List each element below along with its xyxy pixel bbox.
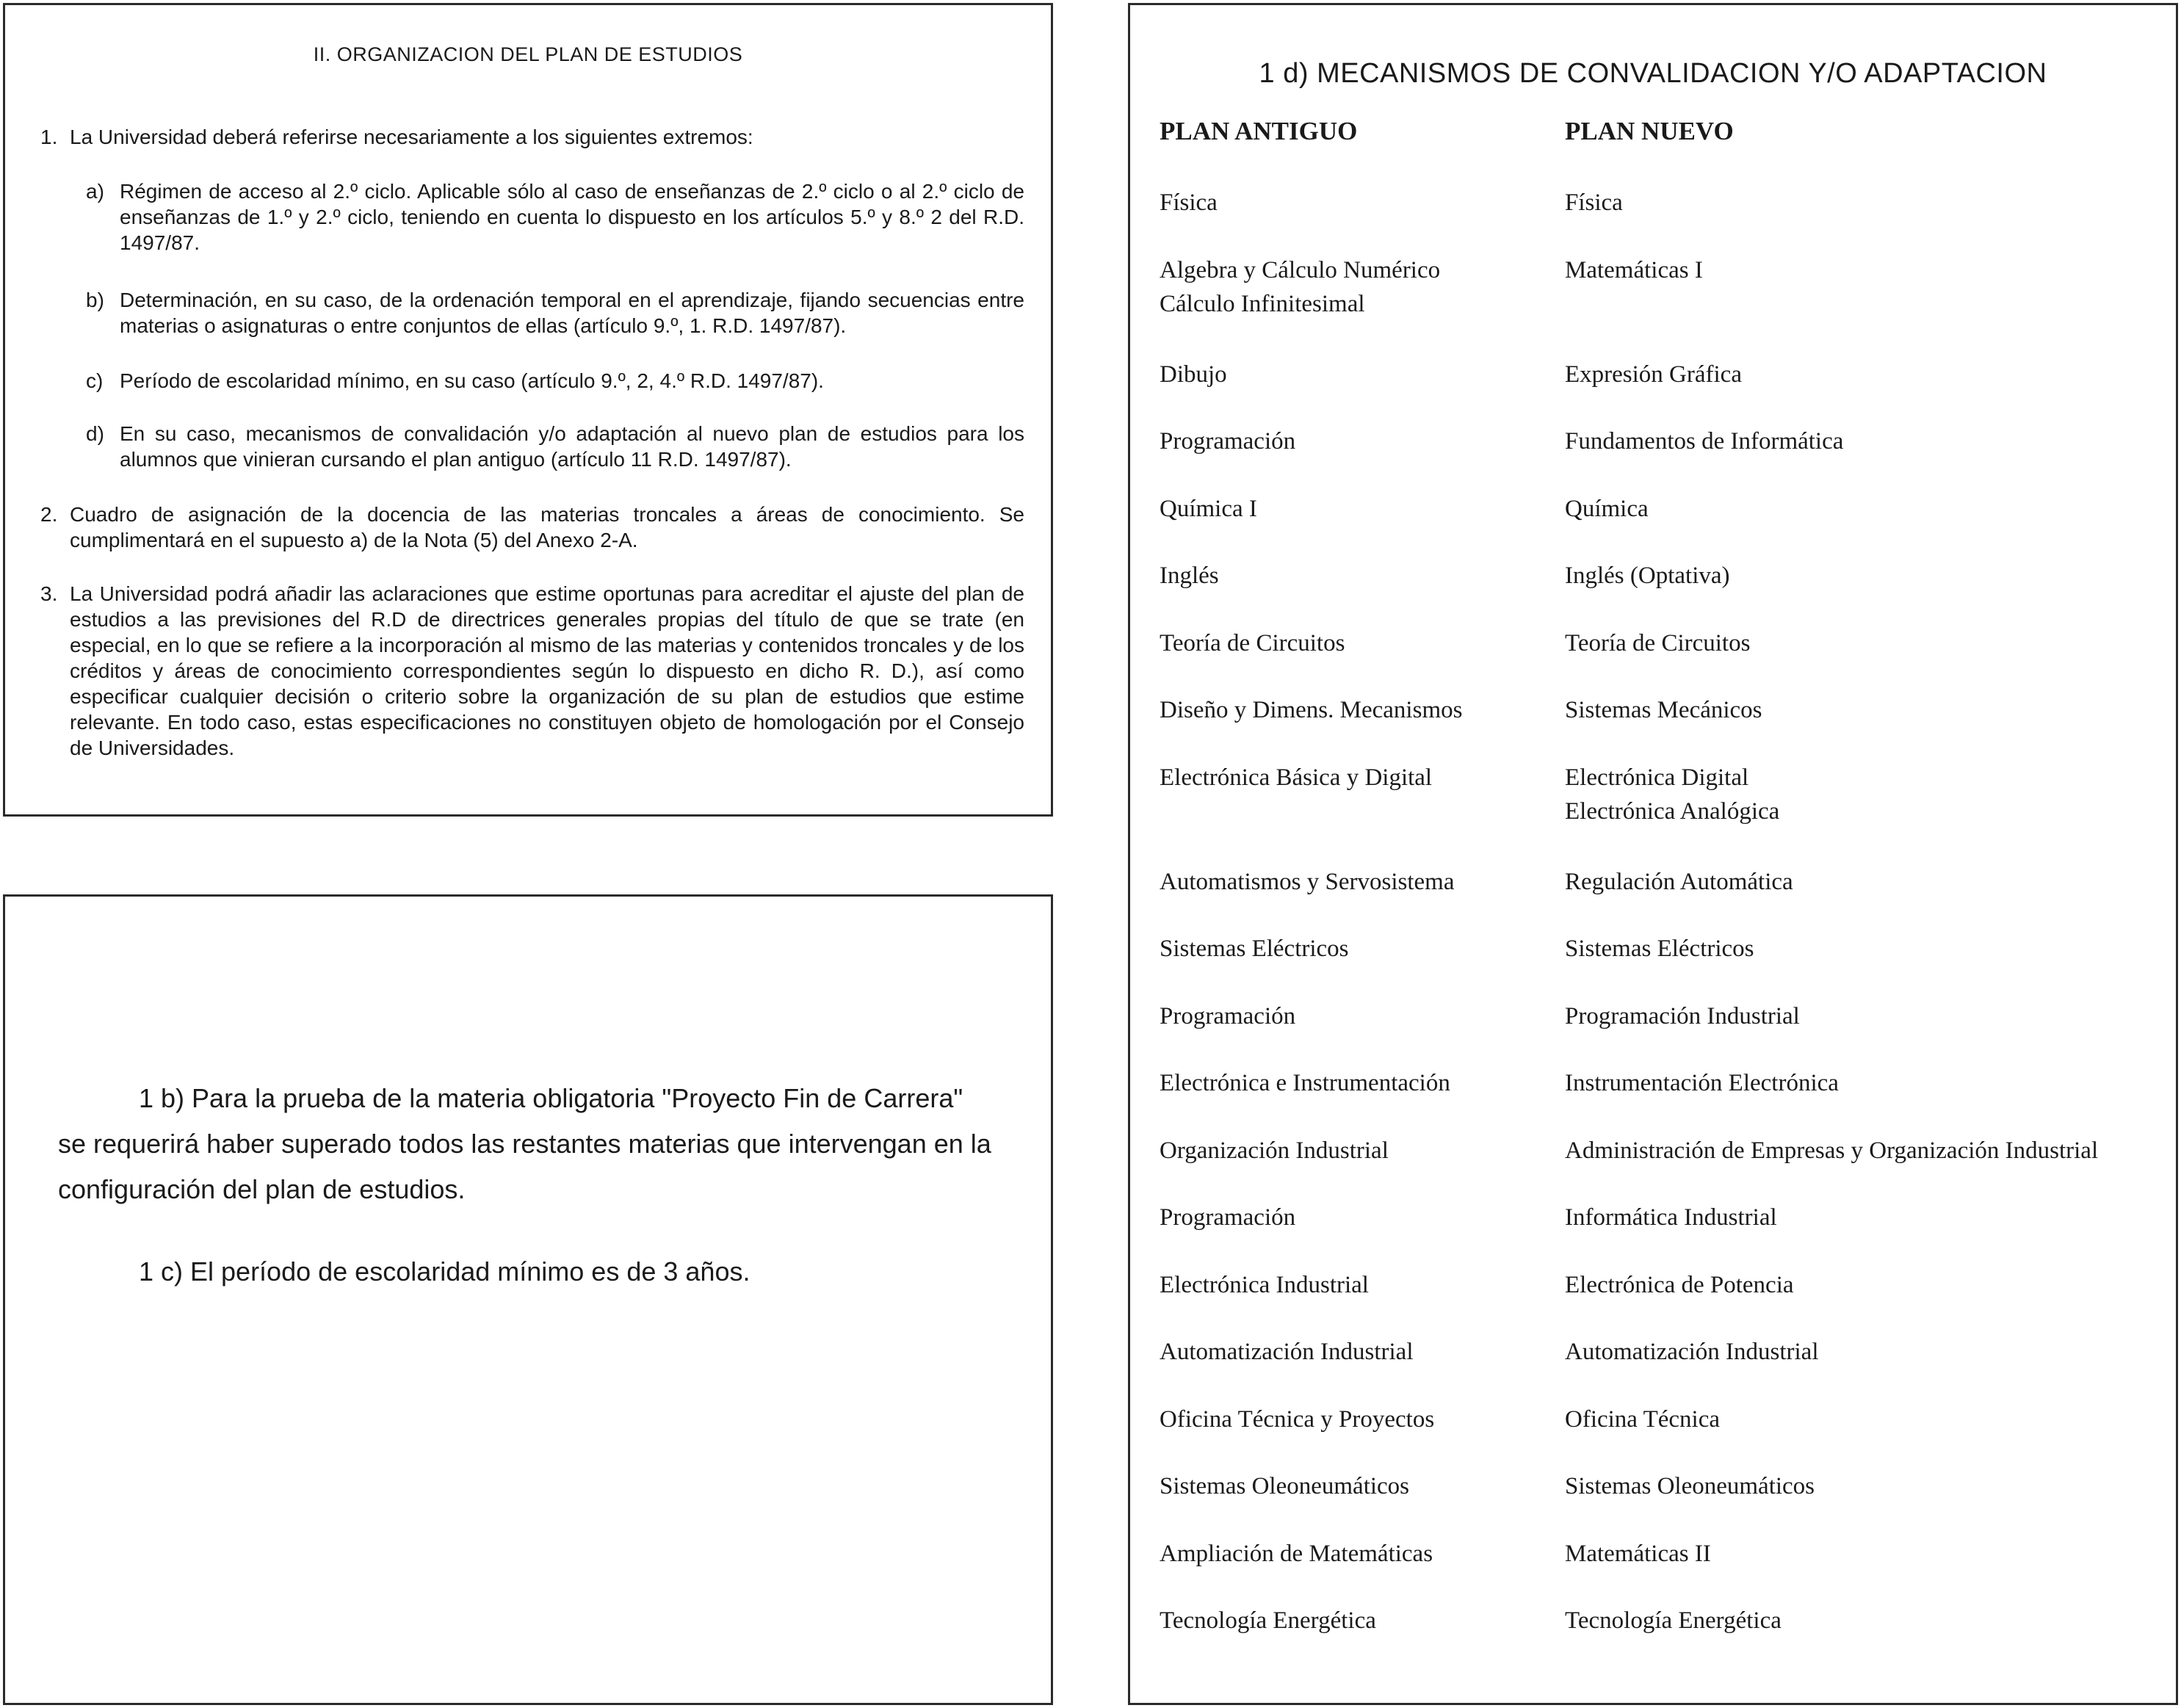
new-plan-subject: Sistemas Mecánicos xyxy=(1565,697,1762,723)
old-plan-subject: Inglés xyxy=(1160,562,1219,589)
org-item-number: 3. xyxy=(40,582,58,605)
org-item-2 xyxy=(40,502,1024,553)
old-plan-subject: Electrónica e Instrumentación xyxy=(1160,1070,1450,1096)
org-subitem-text: Régimen de acceso al 2.º ciclo. Aplicable sólo al caso de enseñanzas de 2.º ciclo o al 2.º ciclo de enseñanzas de 1.º y 2.º ciclo, teniendo en cuenta lo dispuesto en los artículos 5.º y 8.º 2 del R.D. 1497/87. xyxy=(120,180,1024,254)
old-plan-subject: Programación xyxy=(1160,1002,1296,1029)
new-plan-subject: Regulación Automática xyxy=(1565,868,1793,895)
org-subitem-text: Período de escolaridad mínimo, en su caso (artículo 9.º, 2, 4.º R.D. 1497/87). xyxy=(120,369,824,392)
new-plan-subject: Programación Industrial xyxy=(1565,1002,1800,1029)
column-header-old-plan: PLAN ANTIGUO xyxy=(1160,117,1358,145)
old-plan-subject: Programación xyxy=(1160,428,1296,455)
old-plan-subject: Diseño y Dimens. Mecanismos xyxy=(1160,697,1463,723)
org-subitem-b xyxy=(86,287,1024,339)
old-plan-subject: Oficina Técnica y Proyectos xyxy=(1160,1405,1435,1433)
old-plan-subject: Electrónica Básica y Digital xyxy=(1160,764,1433,791)
note-1b-text: 1 b) Para la prueba de la materia obligatoria "Proyecto Fin de Carrera" se requerirá haber superado todos las restantes materias que intervengan en la configuración del plan de estudios. xyxy=(58,1083,991,1204)
old-plan-subject: Organización Industrial xyxy=(1160,1137,1389,1164)
old-plan-subject: Programación xyxy=(1160,1204,1296,1231)
org-subitem-letter: b) xyxy=(86,289,104,311)
note-1c-text: 1 c) El período de escolaridad mínimo es de 3 años. xyxy=(139,1256,750,1287)
org-item-3 xyxy=(40,581,1024,761)
new-plan-subject: Matemáticas I xyxy=(1565,256,1703,283)
old-plan-subject: Dibujo xyxy=(1160,361,1227,388)
old-plan-subject: Algebra y Cálculo Numérico Cálculo Infinitesimal xyxy=(1160,256,1441,317)
note-1c xyxy=(58,1249,992,1295)
org-subitem-text: Determinación, en su caso, de la ordenación temporal en el aprendizaje, fijando secuencias entre materias o asignaturas o entre conjuntos de ellas (artículo 9.º, 1. R.D. 1497/87). xyxy=(120,289,1024,337)
org-subitem-letter: d) xyxy=(86,422,104,445)
new-plan-subject: Sistemas Eléctricos xyxy=(1565,936,1754,962)
new-plan-subject: Química xyxy=(1565,495,1649,522)
old-plan-subject: Física xyxy=(1160,189,1218,216)
old-plan-subject: Ampliación de Matemáticas xyxy=(1160,1540,1433,1567)
old-plan-subject: Automatización Industrial xyxy=(1160,1339,1414,1365)
old-plan-subject: Química I xyxy=(1160,495,1257,522)
org-subitem-text: En su caso, mecanismos de convalidación y/o adaptación al nuevo plan de estudios para los alumnos que vinieran cursando el plan antiguo (artículo 11 R.D. 1497/87). xyxy=(120,422,1024,471)
note-1b xyxy=(58,1076,992,1212)
old-plan-subject: Sistemas Eléctricos xyxy=(1160,936,1349,962)
new-plan-subject: Informática Industrial xyxy=(1565,1204,1777,1231)
convalidation-table xyxy=(1130,5,2176,1703)
org-subitem-letter: a) xyxy=(86,180,104,203)
new-plan-subject: Teoría de Circuitos xyxy=(1565,629,1751,656)
new-plan-subject: Oficina Técnica xyxy=(1565,1405,1721,1433)
new-plan-subject: Inglés (Optativa) xyxy=(1565,562,1730,589)
org-subitem-c xyxy=(86,368,1024,394)
old-plan-subject: Teoría de Circuitos xyxy=(1160,629,1345,656)
old-plan-subject: Automatismos y Servosistema xyxy=(1160,868,1455,895)
new-plan-subject: Expresión Gráfica xyxy=(1565,361,1742,388)
convalidation-box xyxy=(1128,3,2178,1705)
old-plan-subject: Tecnología Energética xyxy=(1160,1607,1376,1634)
new-plan-subject: Electrónica de Potencia xyxy=(1565,1271,1794,1298)
new-plan-subject: Automatización Industrial xyxy=(1565,1339,1819,1365)
org-item-text: La Universidad podrá añadir las aclaraciones que estime oportunas para acreditar el ajuste del plan de estudios a las previsiones del R.D de directrices generales propias del título de que se trate (en especial, en lo que se refiere a la incorporación al mismo de las materias y contenidos troncales y de los créditos y áreas de conocimiento correspondientes según lo dispuesto en dicho R. D.), así como especificar cualquier decisión o criterio sobre la organización de su plan de estudios que estime relevante. En todo caso, estas especificaciones no constituyen objeto de homologación por el Consejo de Universidades. xyxy=(70,582,1024,759)
org-subitem-d xyxy=(86,421,1024,472)
new-plan-subject: Sistemas Oleoneumáticos xyxy=(1565,1473,1815,1499)
org-item-number: 2. xyxy=(40,503,58,526)
org-item-1 xyxy=(40,124,1024,150)
old-plan-subject: Sistemas Oleoneumáticos xyxy=(1160,1473,1410,1499)
new-plan-subject: Electrónica Digital Electrónica Analógica xyxy=(1565,764,1780,825)
organization-title: II. ORGANIZACION DEL PLAN DE ESTUDIOS xyxy=(313,43,743,65)
column-header-new-plan: PLAN NUEVO xyxy=(1565,117,1734,145)
old-plan-subject: Electrónica Industrial xyxy=(1160,1271,1369,1298)
org-subitem-a xyxy=(86,178,1024,256)
new-plan-subject: Administración de Empresas y Organización Industrial xyxy=(1565,1137,2099,1164)
new-plan-subject: Física xyxy=(1565,189,1623,216)
convalidation-title: 1 d) MECANISMOS DE CONVALIDACION Y/O ADAPTACION xyxy=(1259,58,2047,89)
new-plan-subject: Fundamentos de Informática xyxy=(1565,428,1844,455)
org-item-text: La Universidad deberá referirse necesariamente a los siguientes extremos: xyxy=(70,126,753,148)
org-subitem-letter: c) xyxy=(86,369,104,392)
notes-box xyxy=(3,894,1053,1705)
org-item-text: Cuadro de asignación de la docencia de las materias troncales a áreas de conocimiento. Se cumplimentará en el supuesto a) de la Nota (5) del Anexo 2-A. xyxy=(70,503,1024,551)
new-plan-subject: Instrumentación Electrónica xyxy=(1565,1070,1839,1096)
organization-box xyxy=(3,3,1053,817)
new-plan-subject: Tecnología Energética xyxy=(1565,1607,1782,1634)
org-item-number: 1. xyxy=(40,126,58,148)
new-plan-subject: Matemáticas II xyxy=(1565,1540,1711,1567)
